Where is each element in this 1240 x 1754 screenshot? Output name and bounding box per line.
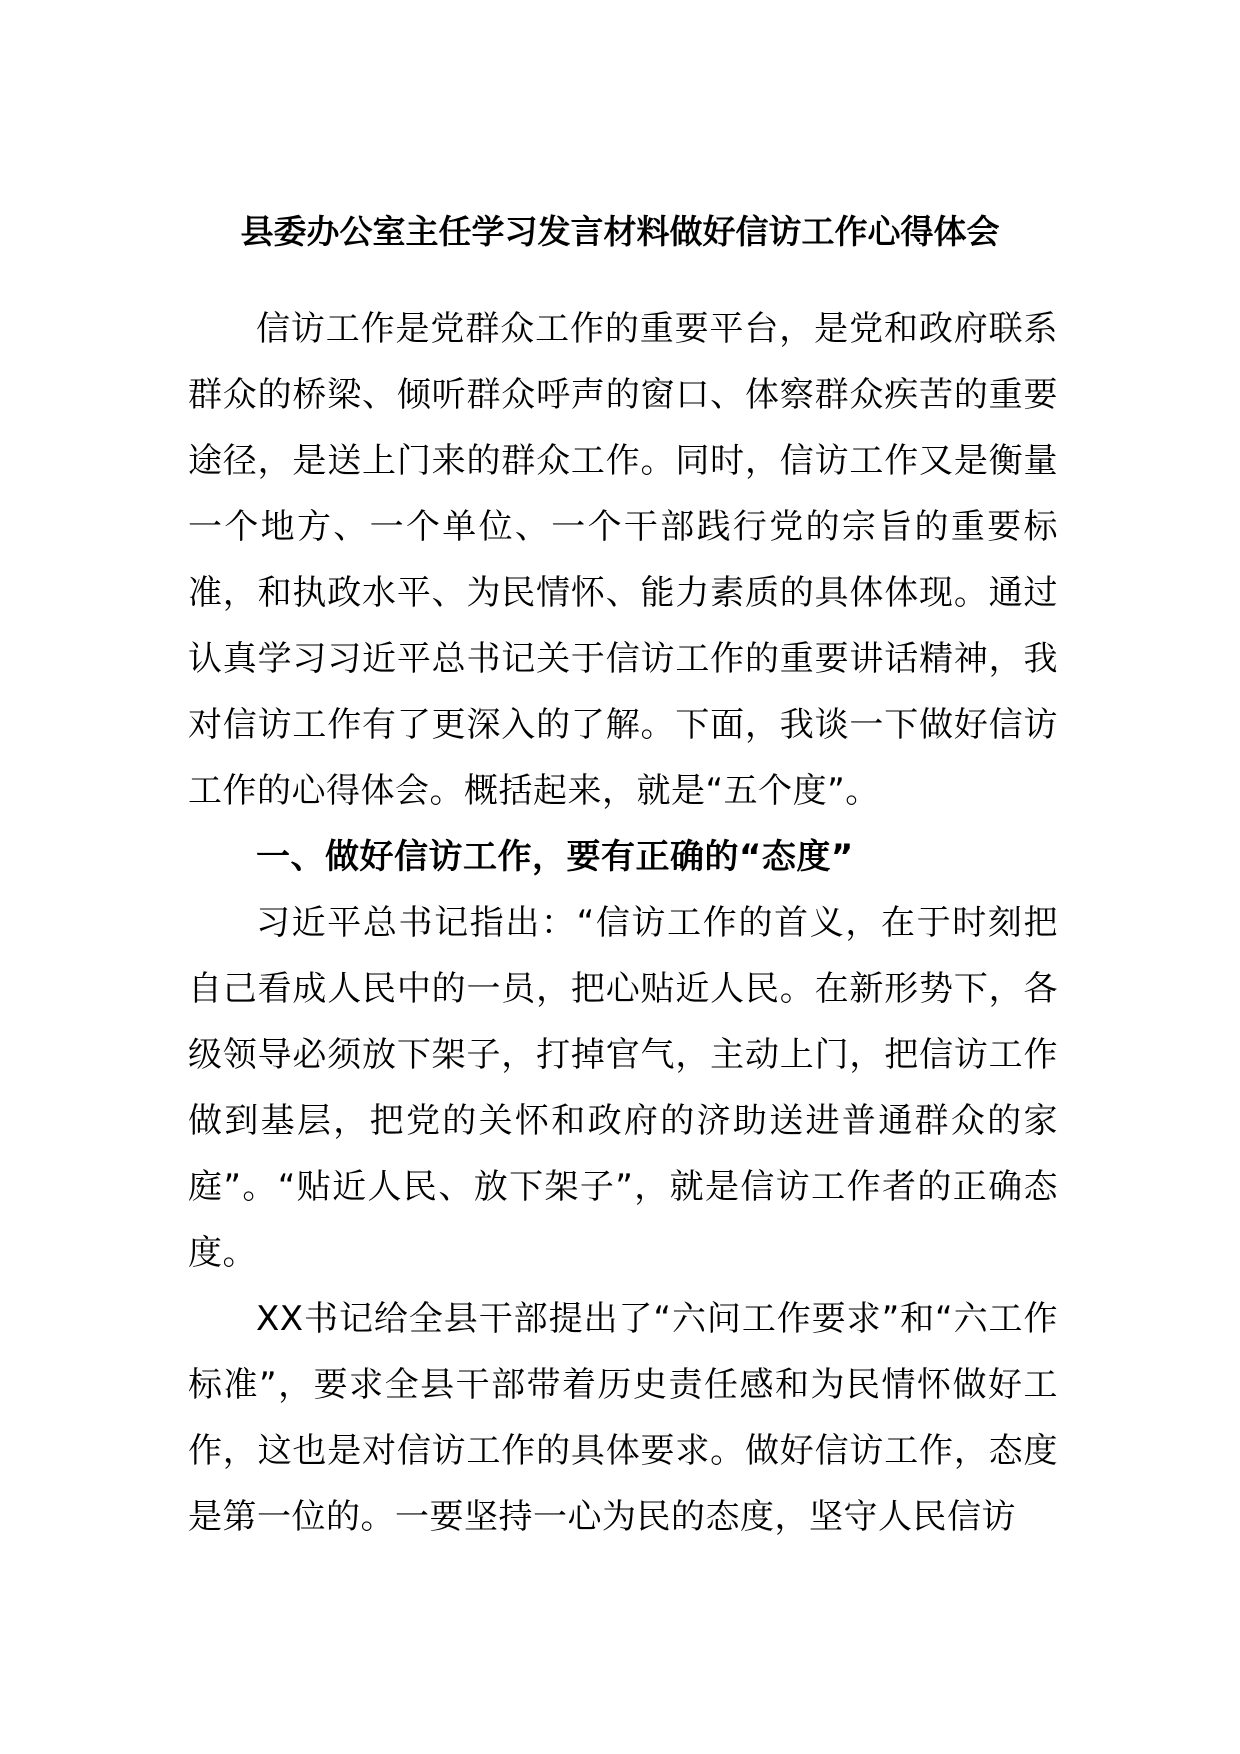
intro-paragraph: 信访工作是党群众工作的重要平台，是党和政府联系群众的桥梁、倾听群众呼声的窗口、体察群众疾苦的重要途径，是送上门来的群众工作。同时，信访工作又是衡量一个地方、一个单位、一个干部践行党的宗旨的重要标准，和执政水平、为民情怀、能力素质的具体体现。通过认真学习习近平总书记关于信访工作的重要讲话精神，我对信访工作有了更深入的了解。下面，我谈一下做好信访工作的心得体会。概括起来，就是“五个度”。 bbox=[188, 309, 1058, 811]
section-1-paragraph-1: 习近平总书记指出：“信访工作的首义，在于时刻把自己看成人民中的一员，把心贴近人民。在新形势下，各级领导必须放下架子，打掉官气，主动上门，把信访工作做到基层，把党的关怀和政府的济助送进普通群众的家庭”。“贴近人民、放下架子”，就是信访工作者的正确态度。 bbox=[188, 903, 1058, 1273]
section-heading-1: 一、做好信访工作，要有正确的“态度” bbox=[256, 837, 854, 877]
document-title: 县委办公室主任学习发言材料做好信访工作心得体会 bbox=[240, 212, 1000, 251]
document-body bbox=[188, 296, 1058, 1550]
section-1-paragraph-2: XX书记给全县干部提出了“六问工作要求”和“六工作标准”，要求全县干部带着历史责任感和为民情怀做好工作，这也是对信访工作的具体要求。做好信访工作，态度是第一位的。一要坚持一心为民的态度，坚守人民信访 bbox=[188, 1299, 1058, 1537]
